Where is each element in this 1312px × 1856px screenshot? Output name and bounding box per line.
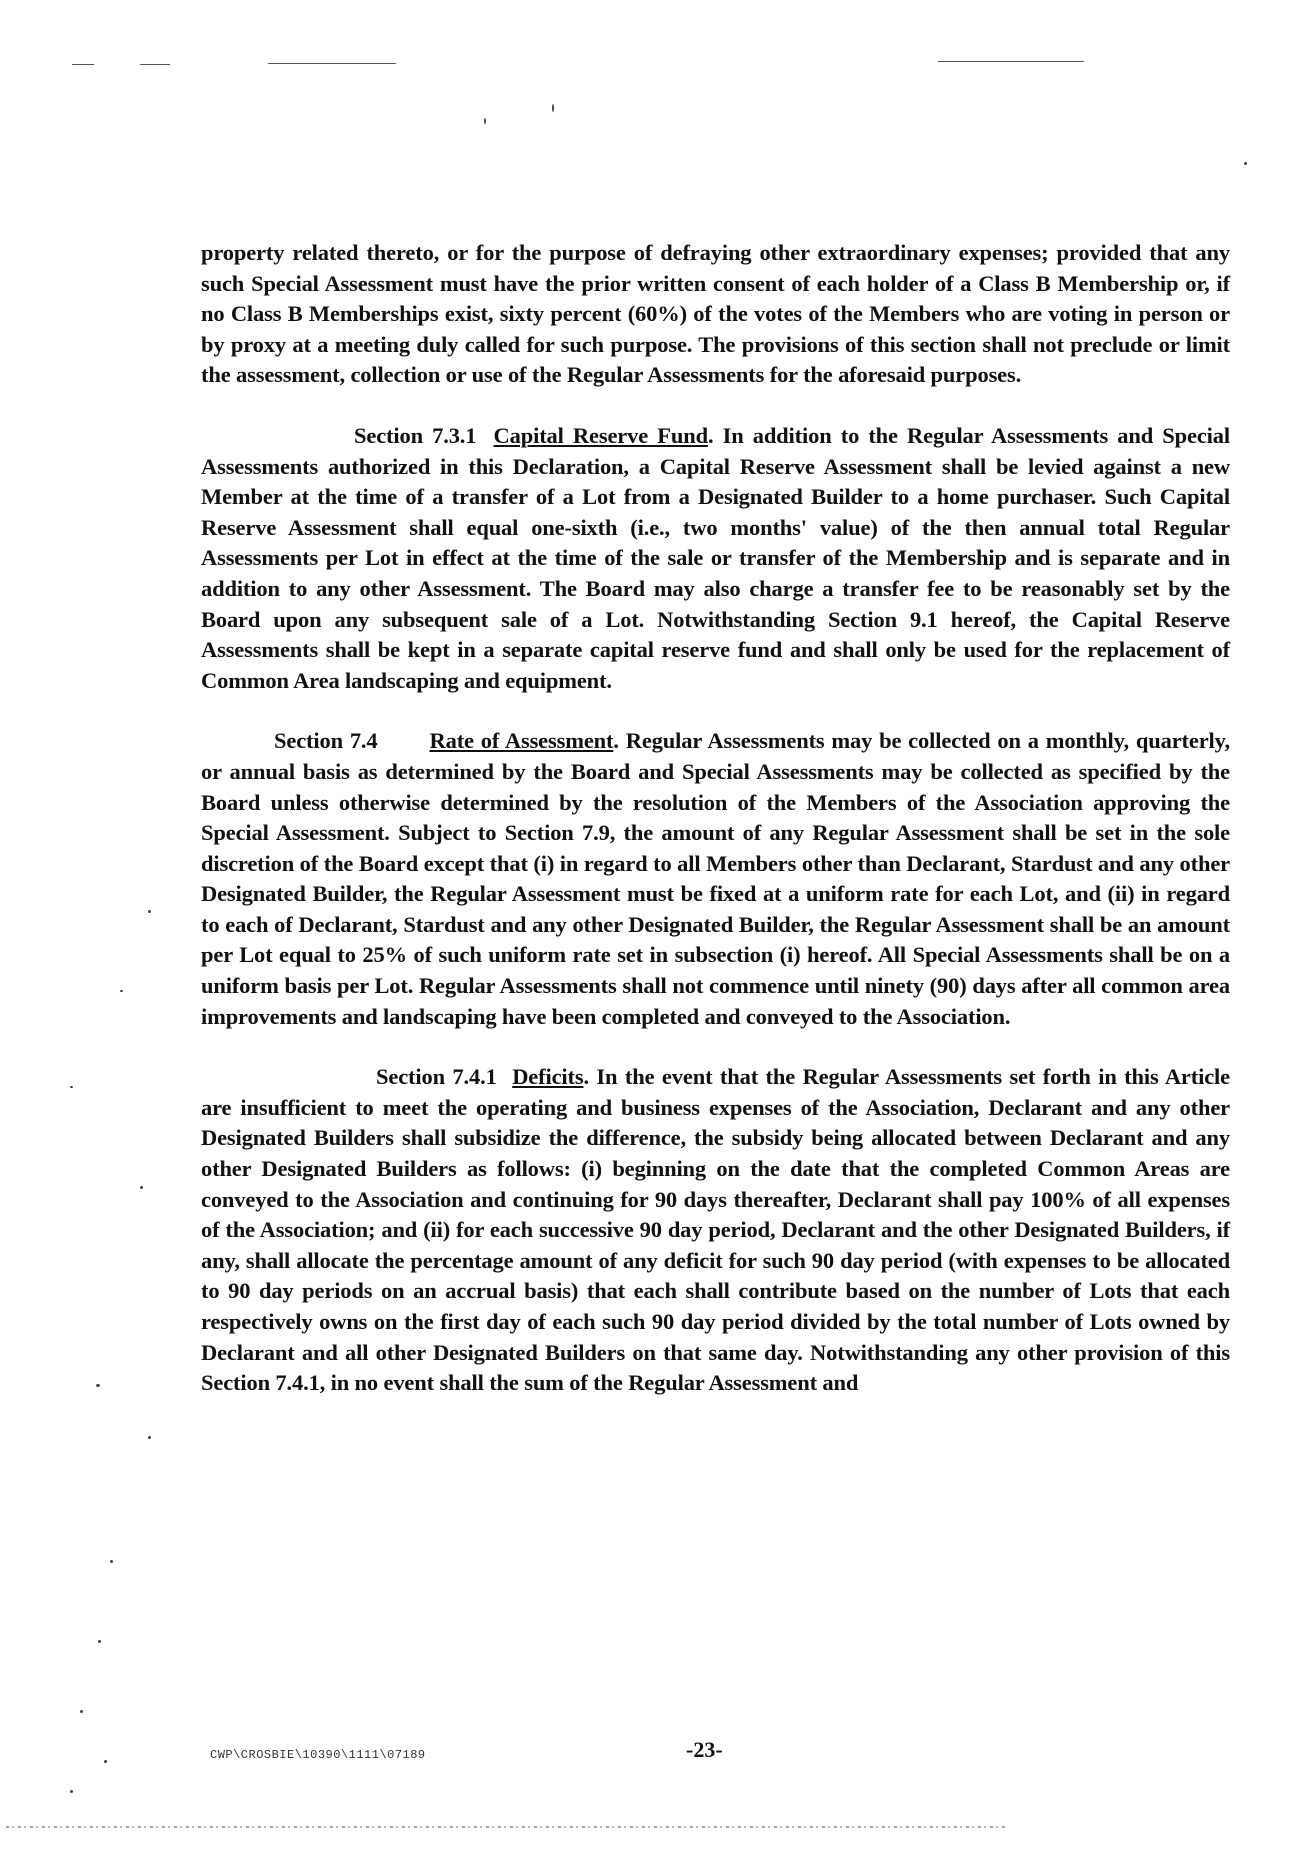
scan-speck — [1244, 162, 1247, 165]
scan-speck — [552, 104, 554, 112]
scan-speck — [70, 1086, 73, 1088]
section-heading: Capital Reserve Fund — [493, 422, 708, 448]
section-label: Section 7.4 — [274, 728, 378, 754]
scan-speck — [104, 1760, 107, 1763]
paragraph-continuation: property related thereto, or for the purpose of defraying other extraordinary expenses; provided that any such Special Assessment must have the prior written consent of each holder of a Class B Membership or, if no Class B Memberships exist, sixty percent (60%) of the votes of the Members who are voting in person or by proxy at a meeting duly called for such purpose. The provisions of this section shall not preclude or limit the assessment, collection or use of the Regular Assessments for the aforesaid purposes. — [201, 240, 1230, 388]
section-text: . In the event that the Regular Assessments set forth in this Article are insufficient to meet the operating and business expenses of the Association, Declarant and any other Designated Builders shall subsidize the difference, the subsidy being allocated between Declarant and any other Designated Builders as follows: (i) beginning on the date that the completed Common Areas are conveyed to the Association and continuing for 90 days thereafter, Declarant shall pay 100% of all expenses of the Association; and (ii) for each successive 90 day period, Declarant and the other Designated Builders, if any, shall allocate the percentage amount of any deficit for such 90 day period (with expenses to be allocated to 90 day periods on an accrual basis) that each shall contribute based on the number of Lots that each respectively owns on the first day of each such 90 day period divided by the total number of Lots owned by Declarant and all other Designated Builders on that same day. Notwithstanding any other provision of this Section 7.4.1, in no event shall the sum of the Regular Assessment and — [201, 1064, 1230, 1396]
scan-speck — [80, 1710, 83, 1713]
section-heading: Deficits — [512, 1064, 584, 1090]
page-number: -23- — [686, 1737, 723, 1762]
paragraph-section-7-4 — [201, 726, 1230, 1032]
scan-artifact-bottom — [6, 1826, 1006, 1828]
document-code: CWP\CROSBIE\10390\1111\07189 — [210, 1748, 426, 1762]
scan-artifact-top-mid — [140, 64, 170, 65]
scan-artifact-top-left — [268, 63, 396, 64]
scan-speck — [484, 118, 486, 124]
scan-speck — [140, 1186, 143, 1189]
scan-speck — [110, 1560, 113, 1563]
document-body — [201, 238, 1230, 1399]
paragraph-section-7-3-1 — [201, 421, 1230, 696]
paragraph-section-7-4-1 — [201, 1062, 1230, 1399]
scan-speck — [148, 1436, 151, 1439]
scan-artifact-top-far-left — [72, 64, 94, 65]
scan-speck — [98, 1640, 101, 1643]
section-text: . In addition to the Regular Assessments and Special Assessments authorized in this Declaration, a Capital Reserve Assessment shall be levied against a new Member at the time of a transfer of a Lot from a Designated Builder to a home purchaser. Such Capital Reserve Assessment shall equal one-sixth (i.e., two months' value) of the then annual total Regular Assessments per Lot in effect at the time of the sale or transfer of the Membership and is separate and in addition to any other Assessment. The Board may also charge a transfer fee to be reasonably set by the Board upon any subsequent sale of a Lot. Notwithstanding Section 9.1 hereof, the Capital Reserve Assessments shall be kept in a separate capital reserve fund and shall only be used for the replacement of Common Area landscaping and equipment. — [201, 422, 1230, 693]
section-label: Section 7.4.1 — [376, 1064, 497, 1090]
scan-artifact-top-right — [938, 61, 1084, 62]
scan-speck — [120, 990, 123, 992]
section-text: . Regular Assessments may be collected on a monthly, quarterly, or annual basis as determined by the Board and Special Assessments may be collected as specified by the Board unless otherwise determined by the resolution of the Members of the Association approving the Special Assessment. Subject to Section 7.9, the amount of any Regular Assessment shall be set in the sole discretion of the Board except that (i) in regard to all Members other than Declarant, Stardust and any other Designated Builder, the Regular Assessment must be fixed at a uniform rate for each Lot, and (ii) in regard to each of Declarant, Stardust and any other Designated Builder, the Regular Assessment shall be an amount per Lot equal to 25% of such uniform rate set in subsection (i) hereof. All Special Assessments shall be on a uniform basis per Lot. Regular Assessments shall not commence until ninety (90) days after all common area improvements and landscaping have been completed and conveyed to the Association. — [201, 728, 1230, 1029]
scan-speck — [148, 910, 151, 913]
section-label: Section 7.3.1 — [354, 422, 477, 448]
scan-speck — [96, 1384, 100, 1387]
section-heading: Rate of Assessment — [429, 728, 614, 754]
scan-speck — [70, 1790, 73, 1793]
